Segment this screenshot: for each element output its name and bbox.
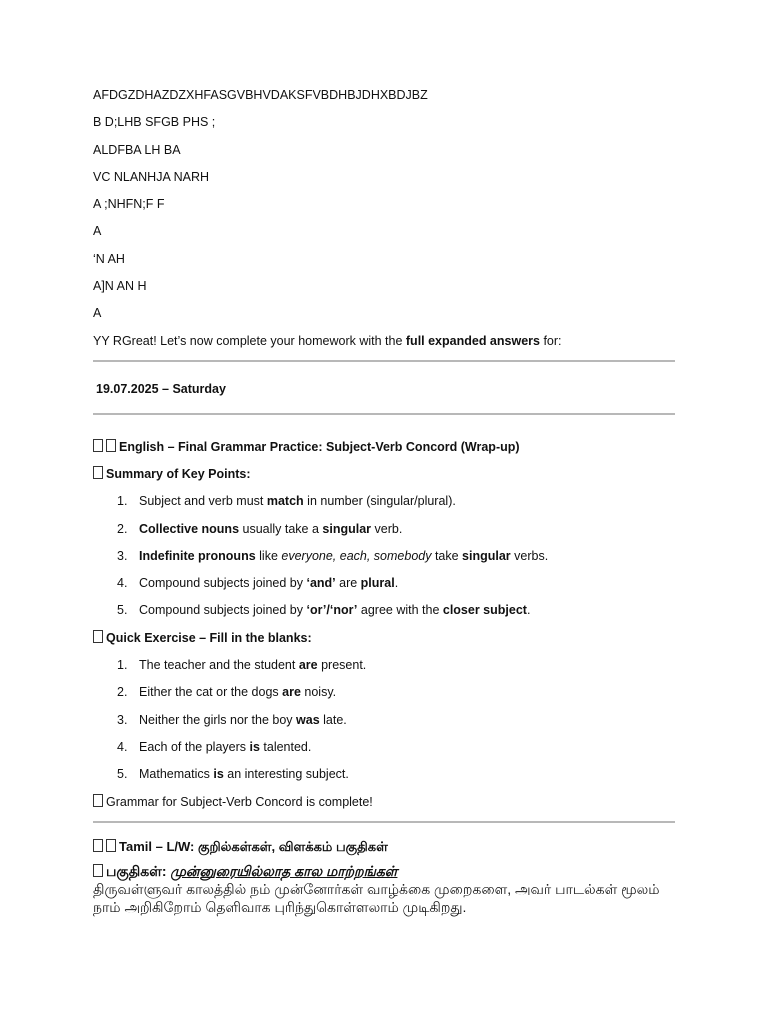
text: Neither the girls nor the boy (139, 712, 297, 727)
bold-text: ‘and’ (306, 576, 336, 591)
exercise-heading-text: Quick Exercise – Fill in the blanks: (106, 630, 312, 645)
text: take (431, 548, 463, 563)
english-title-text: English – Final Grammar Practice: Subject-Verb Concord (Wrap-up) (119, 439, 520, 454)
text: are (335, 576, 361, 591)
list-number: 1. (117, 494, 128, 509)
bold-text: is (213, 767, 224, 782)
lead-bold: full expanded answers (405, 333, 540, 348)
document-body (93, 85, 675, 916)
bold-text: was (296, 712, 320, 727)
bold-text: singular (322, 521, 372, 536)
text: in number (singular/plural). (303, 494, 456, 509)
divider (93, 821, 675, 823)
list-item (93, 491, 675, 518)
bold-text: is (249, 739, 260, 754)
list-number: 1. (117, 658, 128, 673)
text: present. (317, 658, 367, 673)
bold-text: plural (360, 576, 395, 591)
list-item (93, 600, 675, 627)
complete-text: Grammar for Subject-Verb Concord is complete! (106, 794, 373, 809)
intro-line: A (93, 224, 102, 239)
bold-text: closer subject (442, 603, 527, 618)
bold-text: are (282, 685, 301, 700)
text: Compound subjects joined by (139, 603, 307, 618)
summary-list (93, 491, 675, 627)
intro-line: A ;NHFN;F F (93, 197, 165, 212)
tamil-sub-title: முன்னுரையில்லாத கால மாற்றங்கள் (170, 862, 398, 879)
intro-lines (93, 85, 675, 331)
missing-glyph-icon (93, 794, 103, 807)
exercise-list (93, 655, 675, 791)
text: Mathematics (139, 767, 214, 782)
text: verbs. (510, 548, 549, 563)
list-item (93, 710, 675, 737)
list-item (93, 764, 675, 791)
list-number: 2. (117, 521, 128, 536)
italic-text: everyone, each, somebody (281, 548, 432, 563)
list-item (93, 682, 675, 709)
tamil-sub-label: பகுதிகள்: (106, 862, 171, 879)
text: . (394, 576, 399, 591)
text: The teacher and the student (139, 658, 299, 673)
list-number: 3. (117, 712, 128, 727)
tamil-section (93, 837, 675, 916)
intro-line: VC NLANHJA NARH (93, 169, 209, 184)
intro-line: AFDGZDHAZDZXHFASGVBHVDAKSFVBDHBJDHXBDJBZ (93, 88, 428, 102)
lead-suffix: for: (539, 333, 562, 348)
list-item (93, 655, 675, 682)
intro-line: ALDFBA LH BA (93, 142, 181, 157)
text: Subject and verb must (139, 494, 267, 509)
tamil-title (93, 837, 675, 862)
list-number: 2. (117, 685, 128, 700)
text: an interesting subject. (223, 767, 349, 782)
text: agree with the (357, 603, 443, 618)
text: usually take a (239, 521, 323, 536)
list-number: 5. (117, 603, 128, 618)
intro-line: A (93, 306, 102, 321)
list-item (93, 573, 675, 600)
tamil-subtitle (93, 862, 675, 880)
text: like (255, 548, 282, 563)
missing-glyph-icon (106, 439, 116, 452)
missing-glyph-icon (93, 630, 103, 643)
bold-text: singular (462, 548, 511, 563)
text: Either the cat or the dogs (139, 685, 283, 700)
list-number: 4. (117, 739, 128, 754)
exercise-heading (93, 628, 675, 655)
intro-line: B D;LHB SFGB PHS ; (93, 115, 216, 130)
list-number: 4. (117, 576, 128, 591)
list-item (93, 737, 675, 764)
tamil-paragraph: திருவள்ளுவர் காலத்தில் நம் முன்னோர்கள் வாழ்க்கை முறைகளை, அவர் பாடல்கள் மூலம் நாம் அறிகிறோம் தெளிவாக புரிந்துகொள்ளலாம் முடிகிறது. (93, 880, 660, 915)
list-item (93, 519, 675, 546)
tamil-title-rest: குறில்கள்கள், விளக்கம் பகுதிகள் (197, 838, 388, 854)
list-number: 5. (117, 767, 128, 782)
complete-line (93, 792, 675, 812)
missing-glyph-icon (93, 839, 103, 852)
list-item (93, 546, 675, 573)
bold-text: Collective nouns (139, 521, 240, 536)
intro-line: ‘N AH (93, 251, 125, 266)
bold-text: ‘or’/‘nor’ (306, 603, 358, 618)
text: Each of the players (139, 739, 250, 754)
bold-text: Indefinite pronouns (139, 548, 256, 563)
intro-line: A]N AN H (93, 279, 147, 294)
date-heading: 19.07.2025 – Saturday (96, 381, 226, 396)
missing-glyph-icon (93, 466, 103, 479)
lead-line (93, 331, 675, 351)
missing-glyph-icon (93, 864, 103, 877)
divider (93, 413, 675, 415)
text: . (526, 603, 531, 618)
text: verb. (371, 521, 403, 536)
tamil-title-prefix: Tamil – L/W: (119, 838, 198, 854)
bold-text: match (266, 494, 304, 509)
english-title (93, 437, 675, 464)
text: late. (319, 712, 347, 727)
text: noisy. (300, 685, 337, 700)
lead-prefix: YY RGreat! Let’s now complete your homework with the (93, 333, 406, 348)
list-number: 3. (117, 548, 128, 563)
missing-glyph-icon (106, 839, 116, 852)
missing-glyph-icon (93, 439, 103, 452)
bold-text: are (298, 658, 318, 673)
summary-heading-text: Summary of Key Points: (106, 466, 251, 481)
text: talented. (259, 739, 312, 754)
text: Compound subjects joined by (139, 576, 307, 591)
summary-heading (93, 464, 675, 491)
